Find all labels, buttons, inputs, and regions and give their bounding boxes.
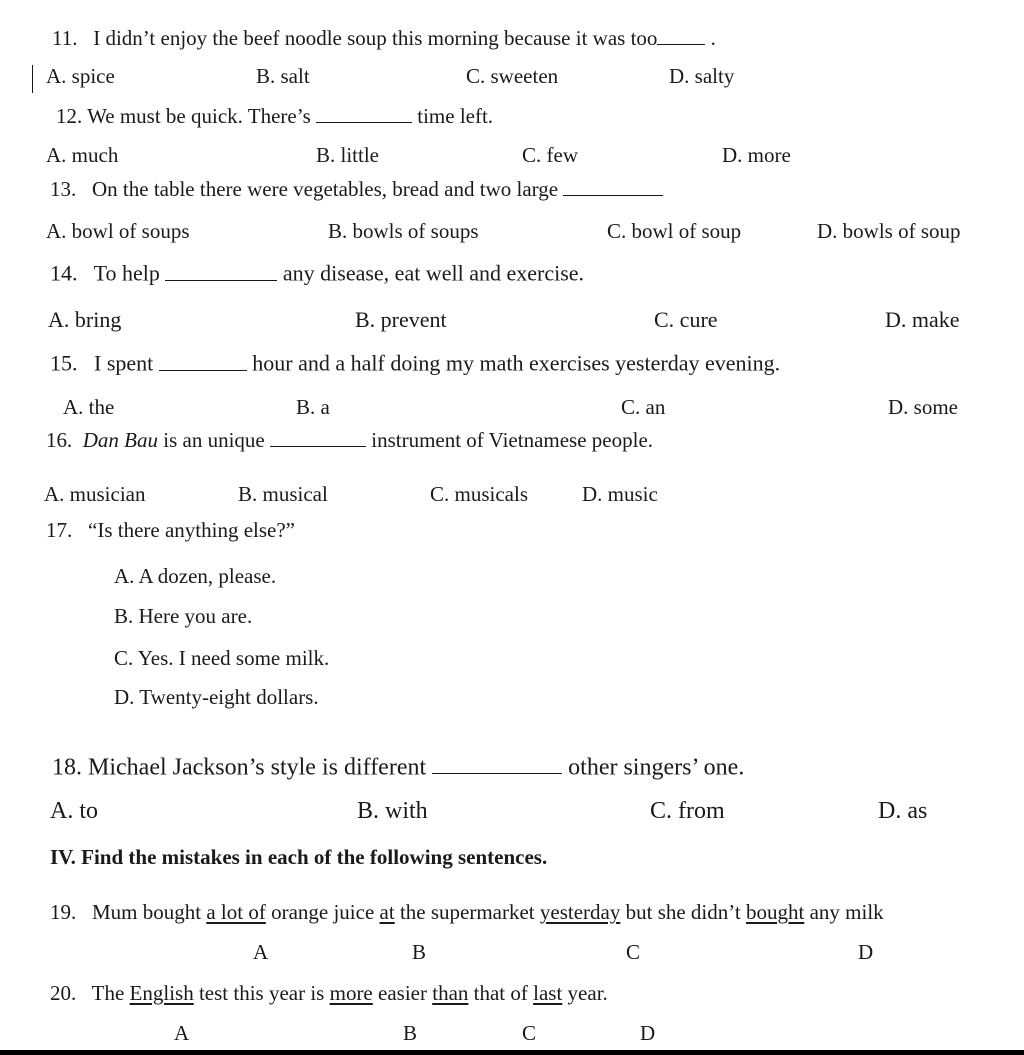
- section-4-heading: IV. Find the mistakes in each of the following sentences.: [50, 845, 548, 869]
- question-11: 11. I didn’t enjoy the beef noodle soup this morning because it was too .: [52, 25, 716, 50]
- q14-option-a[interactable]: A. bring: [48, 307, 122, 332]
- q19-letter-b: B: [412, 940, 427, 964]
- q16-option-d[interactable]: D. music: [582, 482, 658, 506]
- q20-letter-a: A: [174, 1021, 190, 1045]
- question-16: 16. Dan Bau is an unique instrument of Vietnamese people.: [46, 427, 654, 452]
- question-14: 14. To help any disease, eat well and exercise.: [50, 260, 585, 286]
- q13-option-a[interactable]: A. bowl of soups: [46, 219, 190, 243]
- q20-letter-c: C: [522, 1021, 537, 1045]
- q18-option-a[interactable]: A. to: [50, 798, 98, 824]
- q15-option-b[interactable]: B. a: [296, 395, 330, 419]
- q13-option-b[interactable]: B. bowls of soups: [328, 219, 479, 243]
- q14-option-d[interactable]: D. make: [885, 307, 960, 332]
- q20-letter-d: D: [640, 1021, 656, 1045]
- q11-option-b[interactable]: B. salt: [256, 64, 310, 88]
- q11-option-a[interactable]: A. spice: [46, 64, 115, 88]
- q12-option-a[interactable]: A. much: [46, 143, 119, 167]
- q15-option-c[interactable]: C. an: [621, 395, 666, 419]
- q16-option-c[interactable]: C. musicals: [430, 482, 528, 506]
- q16-option-a[interactable]: A. musician: [44, 482, 146, 506]
- question-20: 20. The English test this year is more easier than that of last year.: [50, 981, 608, 1005]
- q14-option-b[interactable]: B. prevent: [355, 307, 447, 332]
- q13-option-c[interactable]: C. bowl of soup: [607, 219, 742, 243]
- q20-letter-b: B: [403, 1021, 418, 1045]
- q12-option-b[interactable]: B. little: [316, 143, 379, 167]
- q18-option-c[interactable]: C. from: [650, 798, 725, 824]
- q19-letter-a: A: [253, 940, 269, 964]
- q17-option-d[interactable]: D. Twenty-eight dollars.: [114, 685, 319, 709]
- q11-option-c[interactable]: C. sweeten: [466, 64, 559, 88]
- q18-option-b[interactable]: B. with: [357, 798, 428, 824]
- question-15: 15. I spent hour and a half doing my math exercises yesterday evening.: [50, 350, 781, 376]
- q16-option-b[interactable]: B. musical: [238, 482, 328, 506]
- bottom-border: [0, 1050, 1024, 1055]
- question-12: 12. We must be quick. There’s time left.: [56, 103, 494, 128]
- q17-option-c[interactable]: C. Yes. I need some milk.: [114, 646, 330, 670]
- q18-option-d[interactable]: D. as: [878, 798, 928, 824]
- q17-option-a[interactable]: A. A dozen, please.: [114, 564, 277, 588]
- question-18: 18. Michael Jackson’s style is different other singers’ one.: [52, 754, 745, 781]
- q12-option-d[interactable]: D. more: [722, 143, 791, 167]
- q19-letter-d: D: [858, 940, 874, 964]
- q12-option-c[interactable]: C. few: [522, 143, 578, 167]
- q14-option-c[interactable]: C. cure: [654, 307, 718, 332]
- q15-option-a[interactable]: A. the: [63, 395, 115, 419]
- question-13: 13. On the table there were vegetables, bread and two large: [50, 177, 663, 200]
- q17-option-b[interactable]: B. Here you are.: [114, 604, 253, 628]
- question-19: 19. Mum bought a lot of orange juice at the supermarket yesterday but she didn’t bought any milk: [50, 900, 884, 924]
- q11-option-d[interactable]: D. salty: [669, 64, 735, 88]
- question-17: 17. “Is there anything else?”: [46, 518, 295, 542]
- q15-option-d[interactable]: D. some: [888, 395, 958, 419]
- text-cursor: [32, 65, 33, 93]
- q13-option-d[interactable]: D. bowls of soup: [817, 219, 961, 243]
- q19-letter-c: C: [626, 940, 641, 964]
